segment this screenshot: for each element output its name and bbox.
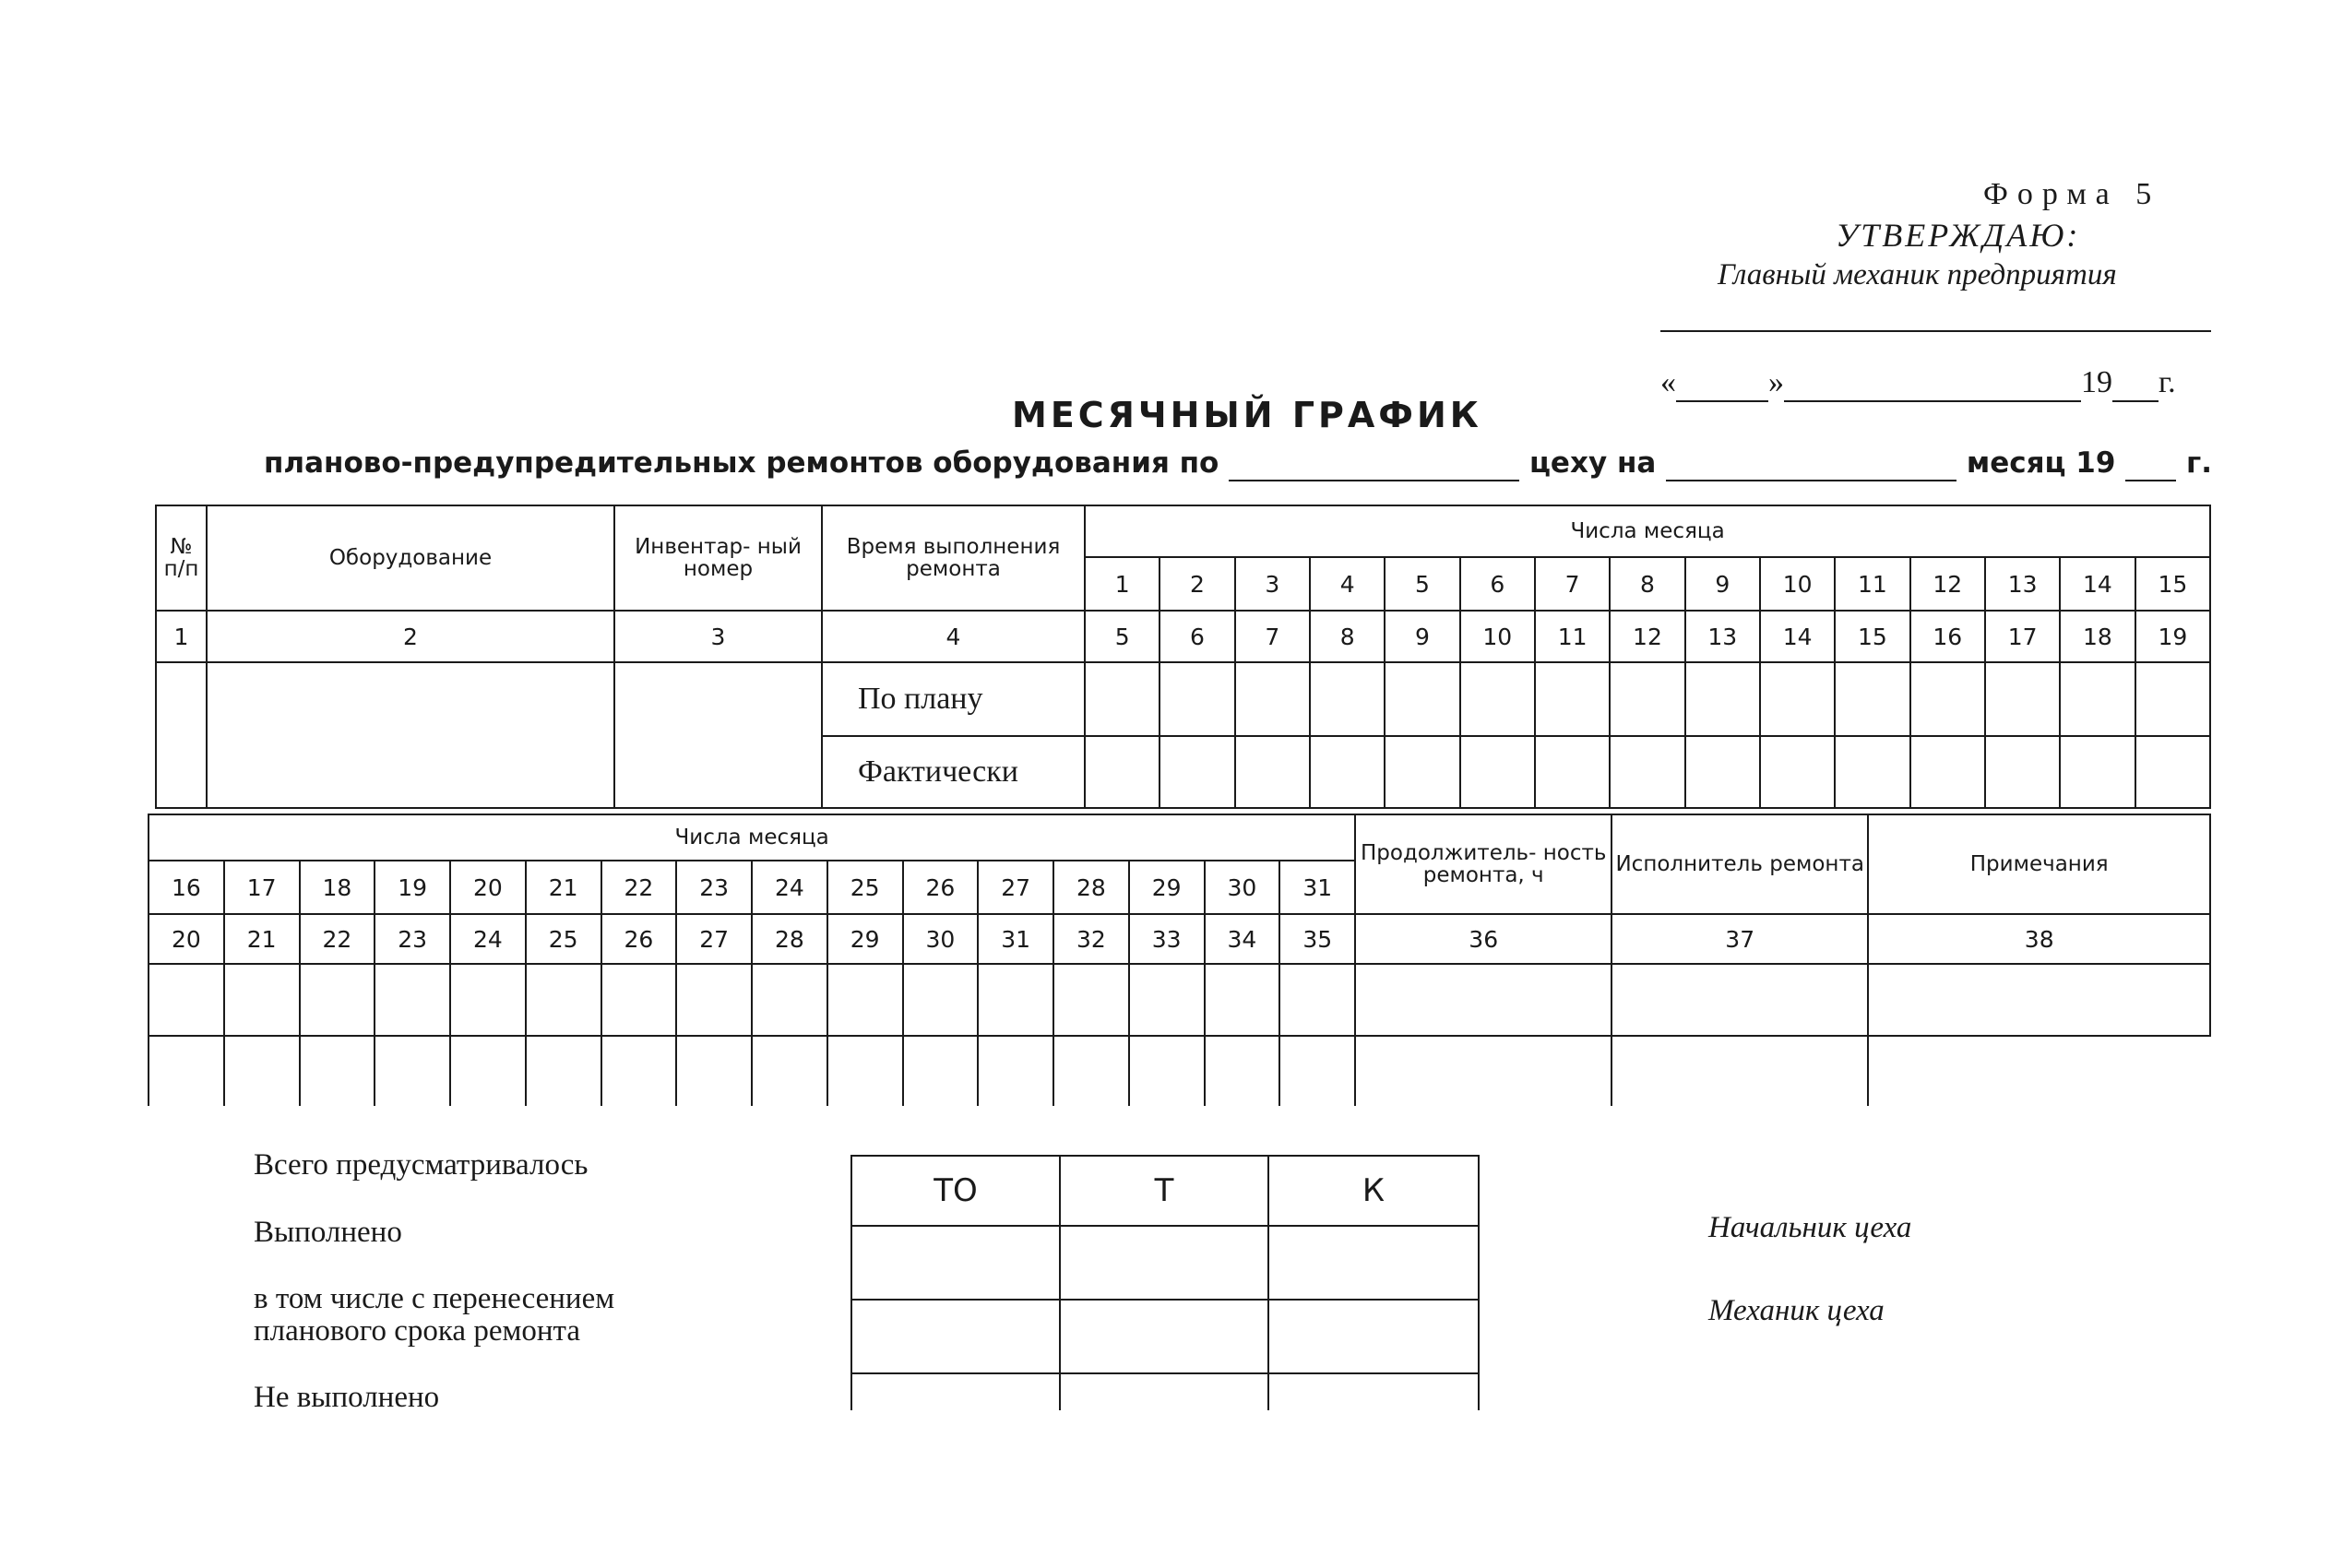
col-header-notes: Примечания — [1868, 814, 2210, 914]
col-number: 24 — [450, 914, 526, 964]
day-cell[interactable] — [1385, 662, 1459, 736]
col-number: 36 — [1355, 914, 1611, 964]
day-cell[interactable] — [752, 964, 827, 1036]
col-number: 5 — [1085, 611, 1160, 662]
col-number: 3 — [614, 611, 822, 662]
day-cell[interactable] — [224, 964, 300, 1036]
duration-cell[interactable] — [1355, 1036, 1611, 1106]
subtitle-part3: месяц 19 — [1966, 446, 2116, 480]
signature-shop-mechanic: Механик цеха — [1708, 1294, 1885, 1327]
day-cell[interactable] — [1279, 1036, 1355, 1106]
day-cell[interactable] — [1985, 736, 2060, 808]
day-cell[interactable] — [1985, 662, 2060, 736]
month-field[interactable] — [1666, 446, 1956, 481]
day-cell[interactable] — [526, 964, 601, 1036]
day-header: 4 — [1310, 557, 1385, 611]
col-number: 13 — [1685, 611, 1760, 662]
duration-cell[interactable] — [1355, 964, 1611, 1036]
col-header-duration: Продолжитель- ность ремонта, ч — [1355, 814, 1611, 914]
table-row-plan — [156, 662, 2210, 736]
approve-heading: УТВЕРЖДАЮ: — [1836, 217, 2081, 254]
col-number: 25 — [526, 914, 601, 964]
summary-table — [850, 1155, 1480, 1410]
date-open-quote: « — [1660, 365, 1676, 399]
col-number: 23 — [375, 914, 450, 964]
day-cell[interactable] — [1910, 736, 1985, 808]
col-number: 14 — [1760, 611, 1835, 662]
day-header: 22 — [601, 861, 677, 914]
summary-header-t: Т — [1060, 1156, 1268, 1226]
day-header: 5 — [1385, 557, 1459, 611]
col-number: 18 — [2060, 611, 2135, 662]
col-number: 2 — [207, 611, 614, 662]
col-number: 26 — [601, 914, 677, 964]
day-cell[interactable] — [1535, 662, 1610, 736]
day-header: 23 — [676, 861, 752, 914]
col-number: 32 — [1053, 914, 1129, 964]
day-cell[interactable] — [1460, 662, 1535, 736]
date-close-quote: » — [1768, 365, 1784, 399]
summary-label-rescheduled-2: планового срока ремонта — [254, 1314, 580, 1348]
day-cell[interactable] — [1129, 1036, 1205, 1106]
day-cell[interactable] — [1085, 736, 1160, 808]
day-cell[interactable] — [676, 1036, 752, 1106]
col-number: 34 — [1205, 914, 1280, 964]
day-cell[interactable] — [1053, 1036, 1129, 1106]
day-cell[interactable] — [1235, 662, 1310, 736]
page-title: МЕСЯЧНЫЙ ГРАФИК — [1012, 395, 1482, 435]
department-field[interactable] — [1229, 446, 1519, 481]
date-day-field[interactable] — [1676, 365, 1768, 402]
col-number: 33 — [1129, 914, 1205, 964]
col-number: 37 — [1611, 914, 1868, 964]
day-header: 3 — [1235, 557, 1310, 611]
col-number: 15 — [1835, 611, 1909, 662]
col-number: 22 — [300, 914, 375, 964]
table-row — [149, 1036, 2210, 1106]
schedule-table-days-16-31 — [148, 814, 2211, 1106]
summary-label-planned: Всего предусматривалось — [254, 1148, 589, 1182]
day-cell[interactable] — [752, 1036, 827, 1106]
day-cell[interactable] — [827, 1036, 903, 1106]
col-number: 19 — [2135, 611, 2211, 662]
day-header: 31 — [1279, 861, 1355, 914]
col-number: 10 — [1460, 611, 1535, 662]
day-cell[interactable] — [1910, 662, 1985, 736]
day-cell[interactable] — [1053, 964, 1129, 1036]
approver-signature-line[interactable] — [1660, 330, 2211, 332]
day-cell[interactable] — [224, 1036, 300, 1106]
col-number: 6 — [1160, 611, 1234, 662]
day-cell[interactable] — [1129, 964, 1205, 1036]
summary-cell[interactable] — [1268, 1226, 1479, 1300]
col-number: 9 — [1385, 611, 1459, 662]
col-number: 29 — [827, 914, 903, 964]
day-header: 17 — [224, 861, 300, 914]
col-header-days-of-month: Числа месяца — [149, 814, 1355, 861]
day-header: 24 — [752, 861, 827, 914]
summary-header-k: К — [1268, 1156, 1479, 1226]
col-header-number: № п/п — [156, 505, 207, 611]
day-header: 9 — [1685, 557, 1760, 611]
col-number: 11 — [1535, 611, 1610, 662]
row-label-fact: Фактически — [822, 736, 1085, 808]
cell-number[interactable] — [156, 662, 207, 808]
day-cell[interactable] — [526, 1036, 601, 1106]
col-number: 21 — [224, 914, 300, 964]
day-header: 18 — [300, 861, 375, 914]
signature-head-of-shop: Начальник цеха — [1708, 1211, 1912, 1244]
day-cell[interactable] — [1460, 736, 1535, 808]
day-cell[interactable] — [978, 1036, 1053, 1106]
col-header-equipment: Оборудование — [207, 505, 614, 611]
day-header: 27 — [978, 861, 1053, 914]
col-number: 1 — [156, 611, 207, 662]
day-cell[interactable] — [450, 1036, 526, 1106]
day-cell[interactable] — [1385, 736, 1459, 808]
day-cell[interactable] — [601, 964, 677, 1036]
date-year-prefix: 19 — [2081, 365, 2112, 399]
day-header: 21 — [526, 861, 601, 914]
notes-cell[interactable] — [1868, 964, 2210, 1036]
day-cell[interactable] — [601, 1036, 677, 1106]
day-header: 29 — [1129, 861, 1205, 914]
day-header: 26 — [903, 861, 979, 914]
subtitle-part2: цеху на — [1528, 446, 1657, 480]
day-cell[interactable] — [2135, 736, 2211, 808]
day-header: 14 — [2060, 557, 2135, 611]
day-cell[interactable] — [1685, 662, 1760, 736]
day-header: 20 — [450, 861, 526, 914]
day-cell[interactable] — [1085, 662, 1160, 736]
day-cell[interactable] — [2060, 736, 2135, 808]
day-cell[interactable] — [1310, 736, 1385, 808]
day-cell[interactable] — [375, 1036, 450, 1106]
day-cell[interactable] — [149, 964, 224, 1036]
summary-header-to: ТО — [851, 1156, 1060, 1226]
column-number-row — [156, 611, 2210, 662]
summary-label-rescheduled-1: в том числе с перенесением — [254, 1282, 615, 1315]
day-cell[interactable] — [2060, 662, 2135, 736]
day-cell[interactable] — [300, 1036, 375, 1106]
notes-cell[interactable] — [1868, 1036, 2210, 1106]
day-header: 2 — [1160, 557, 1234, 611]
summary-cell[interactable] — [1268, 1300, 1479, 1373]
day-cell[interactable] — [300, 964, 375, 1036]
day-header: 12 — [1910, 557, 1985, 611]
col-number: 20 — [149, 914, 224, 964]
form-label: Форма 5 — [1983, 177, 2161, 211]
day-header: 25 — [827, 861, 903, 914]
day-cell[interactable] — [1835, 662, 1909, 736]
day-header: 16 — [149, 861, 224, 914]
summary-label-not-done: Не выполнено — [254, 1381, 440, 1414]
col-header-repair-time: Время выполнения ремонта — [822, 505, 1085, 611]
summary-cell[interactable] — [851, 1226, 1060, 1300]
day-header: 19 — [375, 861, 450, 914]
day-cell[interactable] — [1535, 736, 1610, 808]
col-number: 7 — [1235, 611, 1310, 662]
summary-cell[interactable] — [851, 1300, 1060, 1373]
day-cell[interactable] — [1310, 662, 1385, 736]
day-cell[interactable] — [903, 964, 979, 1036]
day-cell[interactable] — [676, 964, 752, 1036]
day-cell[interactable] — [1160, 662, 1234, 736]
day-cell[interactable] — [1205, 1036, 1280, 1106]
day-header: 15 — [2135, 557, 2211, 611]
col-number: 4 — [822, 611, 1085, 662]
summary-cell[interactable] — [1060, 1226, 1268, 1300]
day-header: 7 — [1535, 557, 1610, 611]
day-cell[interactable] — [1760, 736, 1835, 808]
col-number: 31 — [978, 914, 1053, 964]
day-cell[interactable] — [903, 1036, 979, 1106]
day-cell[interactable] — [827, 964, 903, 1036]
executor-cell[interactable] — [1611, 964, 1868, 1036]
cell-equipment[interactable] — [207, 662, 614, 808]
col-number: 38 — [1868, 914, 2210, 964]
date-year-field[interactable] — [2112, 365, 2159, 402]
date-year-suffix: г. — [2159, 365, 2176, 399]
day-header: 8 — [1610, 557, 1684, 611]
subtitle — [264, 446, 2212, 481]
day-cell[interactable] — [1760, 662, 1835, 736]
col-header-executor: Исполнитель ремонта — [1611, 814, 1868, 914]
summary-label-done: Выполнено — [254, 1216, 402, 1249]
summary-cell[interactable] — [1268, 1373, 1479, 1410]
table-row — [149, 964, 2210, 1036]
summary-cell[interactable] — [851, 1373, 1060, 1410]
day-cell[interactable] — [1610, 736, 1684, 808]
row-label-plan: По плану — [822, 662, 1085, 736]
col-number: 12 — [1610, 611, 1684, 662]
col-number: 35 — [1279, 914, 1355, 964]
approval-date — [1660, 365, 2176, 402]
day-header: 30 — [1205, 861, 1280, 914]
day-cell[interactable] — [149, 1036, 224, 1106]
day-cell[interactable] — [1205, 964, 1280, 1036]
day-cell[interactable] — [375, 964, 450, 1036]
day-cell[interactable] — [1610, 662, 1684, 736]
column-number-row — [149, 914, 2210, 964]
col-number: 8 — [1310, 611, 1385, 662]
executor-cell[interactable] — [1611, 1036, 1868, 1106]
col-number: 27 — [676, 914, 752, 964]
col-number: 30 — [903, 914, 979, 964]
schedule-table-days-1-15 — [155, 505, 2211, 809]
day-header: 11 — [1835, 557, 1909, 611]
day-cell[interactable] — [978, 964, 1053, 1036]
day-header: 10 — [1760, 557, 1835, 611]
date-month-field[interactable] — [1784, 365, 2081, 402]
day-cell[interactable] — [1160, 736, 1234, 808]
day-header: 1 — [1085, 557, 1160, 611]
day-cell[interactable] — [1279, 964, 1355, 1036]
col-number: 28 — [752, 914, 827, 964]
subtitle-part1: планово-предупредительных ремонтов оборудования по — [264, 446, 1219, 480]
day-cell[interactable] — [450, 964, 526, 1036]
col-header-inventory: Инвентар- ный номер — [614, 505, 822, 611]
day-header: 6 — [1460, 557, 1535, 611]
day-header: 28 — [1053, 861, 1129, 914]
summary-cell[interactable] — [1060, 1373, 1268, 1410]
subtitle-part4: г. — [2186, 446, 2213, 480]
day-header: 13 — [1985, 557, 2060, 611]
day-cell[interactable] — [1685, 736, 1760, 808]
day-cell[interactable] — [2135, 662, 2211, 736]
day-cell[interactable] — [1835, 736, 1909, 808]
day-cell[interactable] — [1235, 736, 1310, 808]
year-field[interactable] — [2125, 446, 2176, 481]
col-header-days-of-month: Числа месяца — [1085, 505, 2210, 557]
cell-inventory[interactable] — [614, 662, 822, 808]
approver-title: Главный механик предприятия — [1718, 258, 2117, 291]
summary-cell[interactable] — [1060, 1300, 1268, 1373]
col-number: 16 — [1910, 611, 1985, 662]
col-number: 17 — [1985, 611, 2060, 662]
